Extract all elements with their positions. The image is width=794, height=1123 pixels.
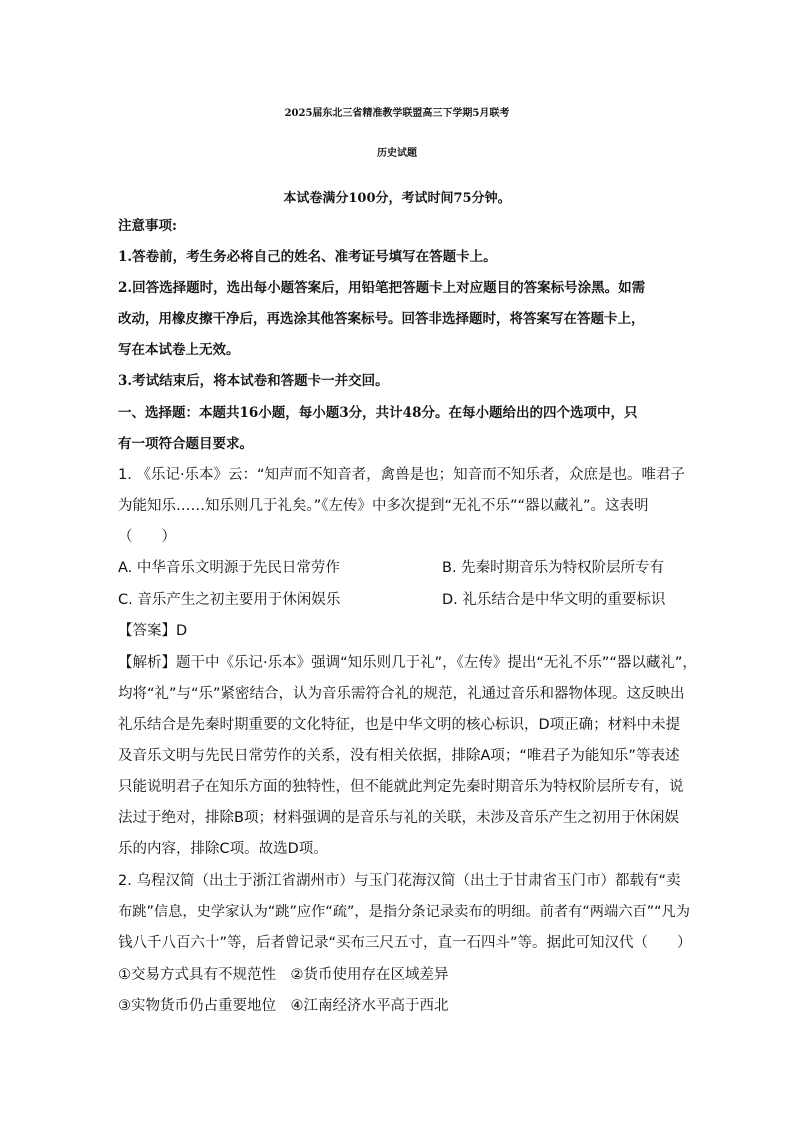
question-1-option-b: B. 先秦时期音乐为特权阶层所专有 — [442, 560, 665, 576]
question-2-stem-line-3: 钱八千八百六十”等，后者曾记录“买布三尺五寸，直一石四斗”等。据此可知汉代（ ） — [118, 935, 692, 951]
question-1-analysis-line-7: 乐的内容，排除C项。故选D项。 — [118, 841, 328, 857]
question-1-stem-line-3: （ ） — [118, 529, 176, 545]
question-1-analysis-line-6: 法过于绝对，排除B项；材料强调的是音乐与礼的关联，未涉及音乐产生之初用于休闲娱 — [118, 810, 679, 826]
notes-item-2-line-1: 2.回答选择题时，选出每小题答案后，用铅笔把答题卡上对应题目的答案标号涂黑。如需 — [118, 280, 646, 296]
question-1-stem-line-1: 1. 《乐记·乐本》云：“知声而不知音者，禽兽是也；知音而不知乐者，众庶是也。唯君子 — [118, 467, 686, 483]
question-1-stem-line-2: 为能知乐……知乐则几于礼矣。”《左传》中多次提到“无礼不乐”“器以藏礼”。这表明 — [118, 498, 649, 514]
question-2-stem-line-2: 布跳”信息，史学家认为“跳”应作“疏”，是指分条记录卖布的明细。前者有“两端六百”“凡为 — [118, 904, 691, 920]
notes-item-1: 1.答卷前，考生务必将自己的姓名、准考证号填写在答题卡上。 — [118, 249, 497, 265]
exam-info: 本试卷满分100分，考试时间75分钟。 — [283, 191, 511, 206]
exam-subject: 历史试题 — [377, 148, 417, 159]
question-2-statements-line-1: ①交易方式具有不规范性 ②货币使用存在区域差异 — [118, 967, 449, 983]
question-2-stem-line-1: 2. 乌程汉简（出土于浙江省湖州市）与玉门花海汉简（出土于甘肃省玉门市）都载有“卖 — [118, 873, 681, 889]
notes-item-2-line-2: 改动，用橡皮擦干净后，再选涂其他答案标号。回答非选择题时，将答案写在答题卡上， — [118, 311, 645, 327]
question-1-analysis-line-1: 【解析】题干中《乐记·乐本》强调“知乐则几于礼”，《左传》提出“无礼不乐”“器以藏礼”， — [118, 655, 697, 671]
question-1-option-d: D. 礼乐结合是中华文明的重要标识 — [442, 592, 666, 608]
question-1-analysis-line-4: 及音乐文明与先民日常劳作的关系，没有相关依据，排除A项；“唯君子为能知乐”等表述 — [118, 748, 680, 764]
question-1-option-c: C. 音乐产生之初主要用于休闲娱乐 — [118, 592, 341, 608]
question-1-analysis-line-2: 均将“礼”与“乐”紧密结合，认为音乐需符合礼的规范，礼通过音乐和器物体现。这反映出 — [118, 686, 685, 702]
question-1-option-a: A. 中华音乐文明源于先民日常劳作 — [118, 560, 340, 576]
question-2-statements-line-2: ③实物货币仍占重要地位 ④江南经济水平高于西北 — [118, 998, 449, 1014]
question-1-answer: 【答案】D — [118, 623, 188, 639]
exam-title: 2025届东北三省精准教学联盟高三下学期5月联考 — [284, 108, 510, 119]
section-1-heading-line-2: 有一项符合题目要求。 — [118, 436, 253, 452]
notes-item-2-line-3: 写在本试卷上无效。 — [118, 342, 240, 358]
section-1-heading-line-1: 一、选择题：本题共16小题，每小题3分，共计48分。在每小题给出的四个选项中，只 — [118, 405, 638, 421]
notes-heading: 注意事项: — [118, 218, 177, 234]
question-1-analysis-line-5: 只能说明君子在知乐方面的独特性，但不能就此判定先秦时期音乐为特权阶层所专有，说 — [118, 779, 684, 795]
question-1-analysis-line-3: 礼乐结合是先秦时期重要的文化特征，也是中华文明的核心标识，D项正确；材料中未提 — [118, 717, 681, 733]
notes-item-3: 3.考试结束后，将本试卷和答题卡一并交回。 — [118, 373, 389, 389]
